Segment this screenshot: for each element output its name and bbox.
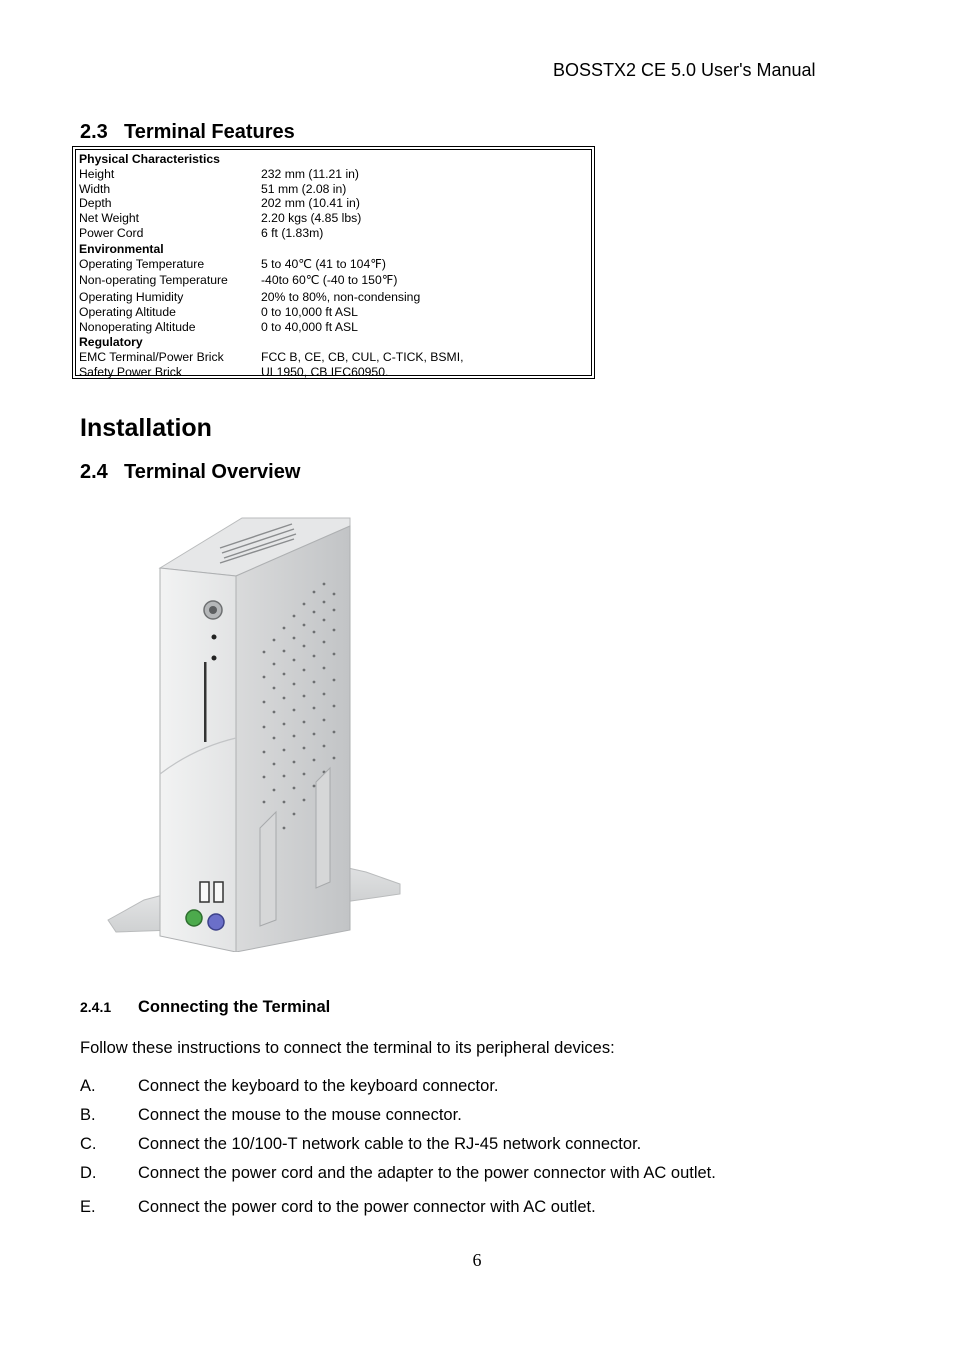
section-heading-terminal-features	[80, 121, 295, 144]
step-item	[80, 1106, 462, 1125]
device-front-panel	[160, 568, 236, 952]
intro-paragraph: Follow these instructions to connect the terminal to its peripheral devices:	[80, 1039, 615, 1057]
section-title: Terminal Features	[124, 121, 295, 143]
device-side-panel	[236, 526, 350, 952]
spec-row: Power Cord 6 ft (1.83m)	[79, 226, 324, 240]
step-text: Connect the power cord and the adapter to the power connector with AC outlet.	[138, 1164, 716, 1182]
spec-row: Regulatory	[79, 335, 143, 349]
spec-table-inner	[75, 149, 592, 379]
section-number: 2.4	[80, 461, 108, 483]
spec-row: EMC Terminal/Power Brick FCC B, CE, CB, CUL, C-TICK, BSMI,	[79, 350, 464, 364]
step-text: Connect the keyboard to the keyboard connector.	[138, 1077, 499, 1095]
spec-row: Non-operating Temperature -40to 60℃ (-40 to 150℉)	[79, 273, 398, 287]
step-letter: C.	[80, 1135, 97, 1153]
step-item	[80, 1198, 596, 1217]
usb-port-image	[214, 882, 223, 902]
step-letter: E.	[80, 1198, 96, 1216]
subsection-title: Connecting the Terminal	[138, 998, 331, 1016]
stand-bracket	[260, 812, 276, 926]
step-letter: A.	[80, 1077, 96, 1095]
spec-table	[72, 146, 595, 379]
installation-heading: Installation	[80, 414, 212, 442]
step-item	[80, 1135, 641, 1154]
led-indicator	[212, 635, 217, 640]
card-slot	[204, 662, 207, 742]
spec-row: Net Weight 2.20 kgs (4.85 lbs)	[79, 211, 362, 225]
step-text: Connect the 10/100-T network cable to the RJ-45 network connector.	[138, 1135, 642, 1153]
spec-row: Nonoperating Altitude 0 to 40,000 ft ASL	[79, 320, 358, 334]
subsection-heading-connecting	[80, 998, 330, 1017]
spec-row: Width 51 mm (2.08 in)	[79, 182, 347, 196]
step-text: Connect the power cord to the power connector with AC outlet.	[138, 1198, 596, 1216]
step-item	[80, 1077, 499, 1096]
led-indicator	[212, 656, 217, 661]
usb-port-image	[200, 882, 209, 902]
ps2-keyboard-port-image	[186, 910, 202, 926]
step-item	[80, 1164, 716, 1183]
spec-row: Physical Characteristics	[79, 152, 220, 166]
page-number: 6	[472, 1250, 482, 1270]
step-letter: B.	[80, 1106, 96, 1124]
running-header: BOSSTX2 CE 5.0 User's Manual	[553, 60, 816, 80]
stand-bracket	[316, 768, 330, 888]
ps2-mouse-port-image	[208, 914, 224, 930]
step-text: Connect the mouse to the mouse connector.	[138, 1106, 462, 1124]
step-letter: D.	[80, 1164, 97, 1182]
spec-row: Environmental	[79, 242, 164, 256]
section-heading-terminal-overview	[80, 461, 300, 484]
subsection-number: 2.4.1	[80, 999, 112, 1015]
spec-row: Operating Humidity 20% to 80%, non-condensing	[79, 290, 421, 304]
section-number: 2.3	[80, 121, 108, 143]
spec-row: Operating Altitude 0 to 10,000 ft ASL	[79, 305, 358, 319]
spec-row: Depth 202 mm (10.41 in)	[79, 196, 360, 210]
spec-row: Height 232 mm (11.21 in)	[79, 167, 359, 181]
spec-row: Safety Power Brick UL1950, CB IEC60950.	[79, 365, 389, 379]
spec-row: Operating Temperature 5 to 40℃ (41 to 104℉)	[79, 257, 386, 271]
section-title: Terminal Overview	[124, 461, 301, 483]
terminal-device-image	[104, 512, 404, 952]
